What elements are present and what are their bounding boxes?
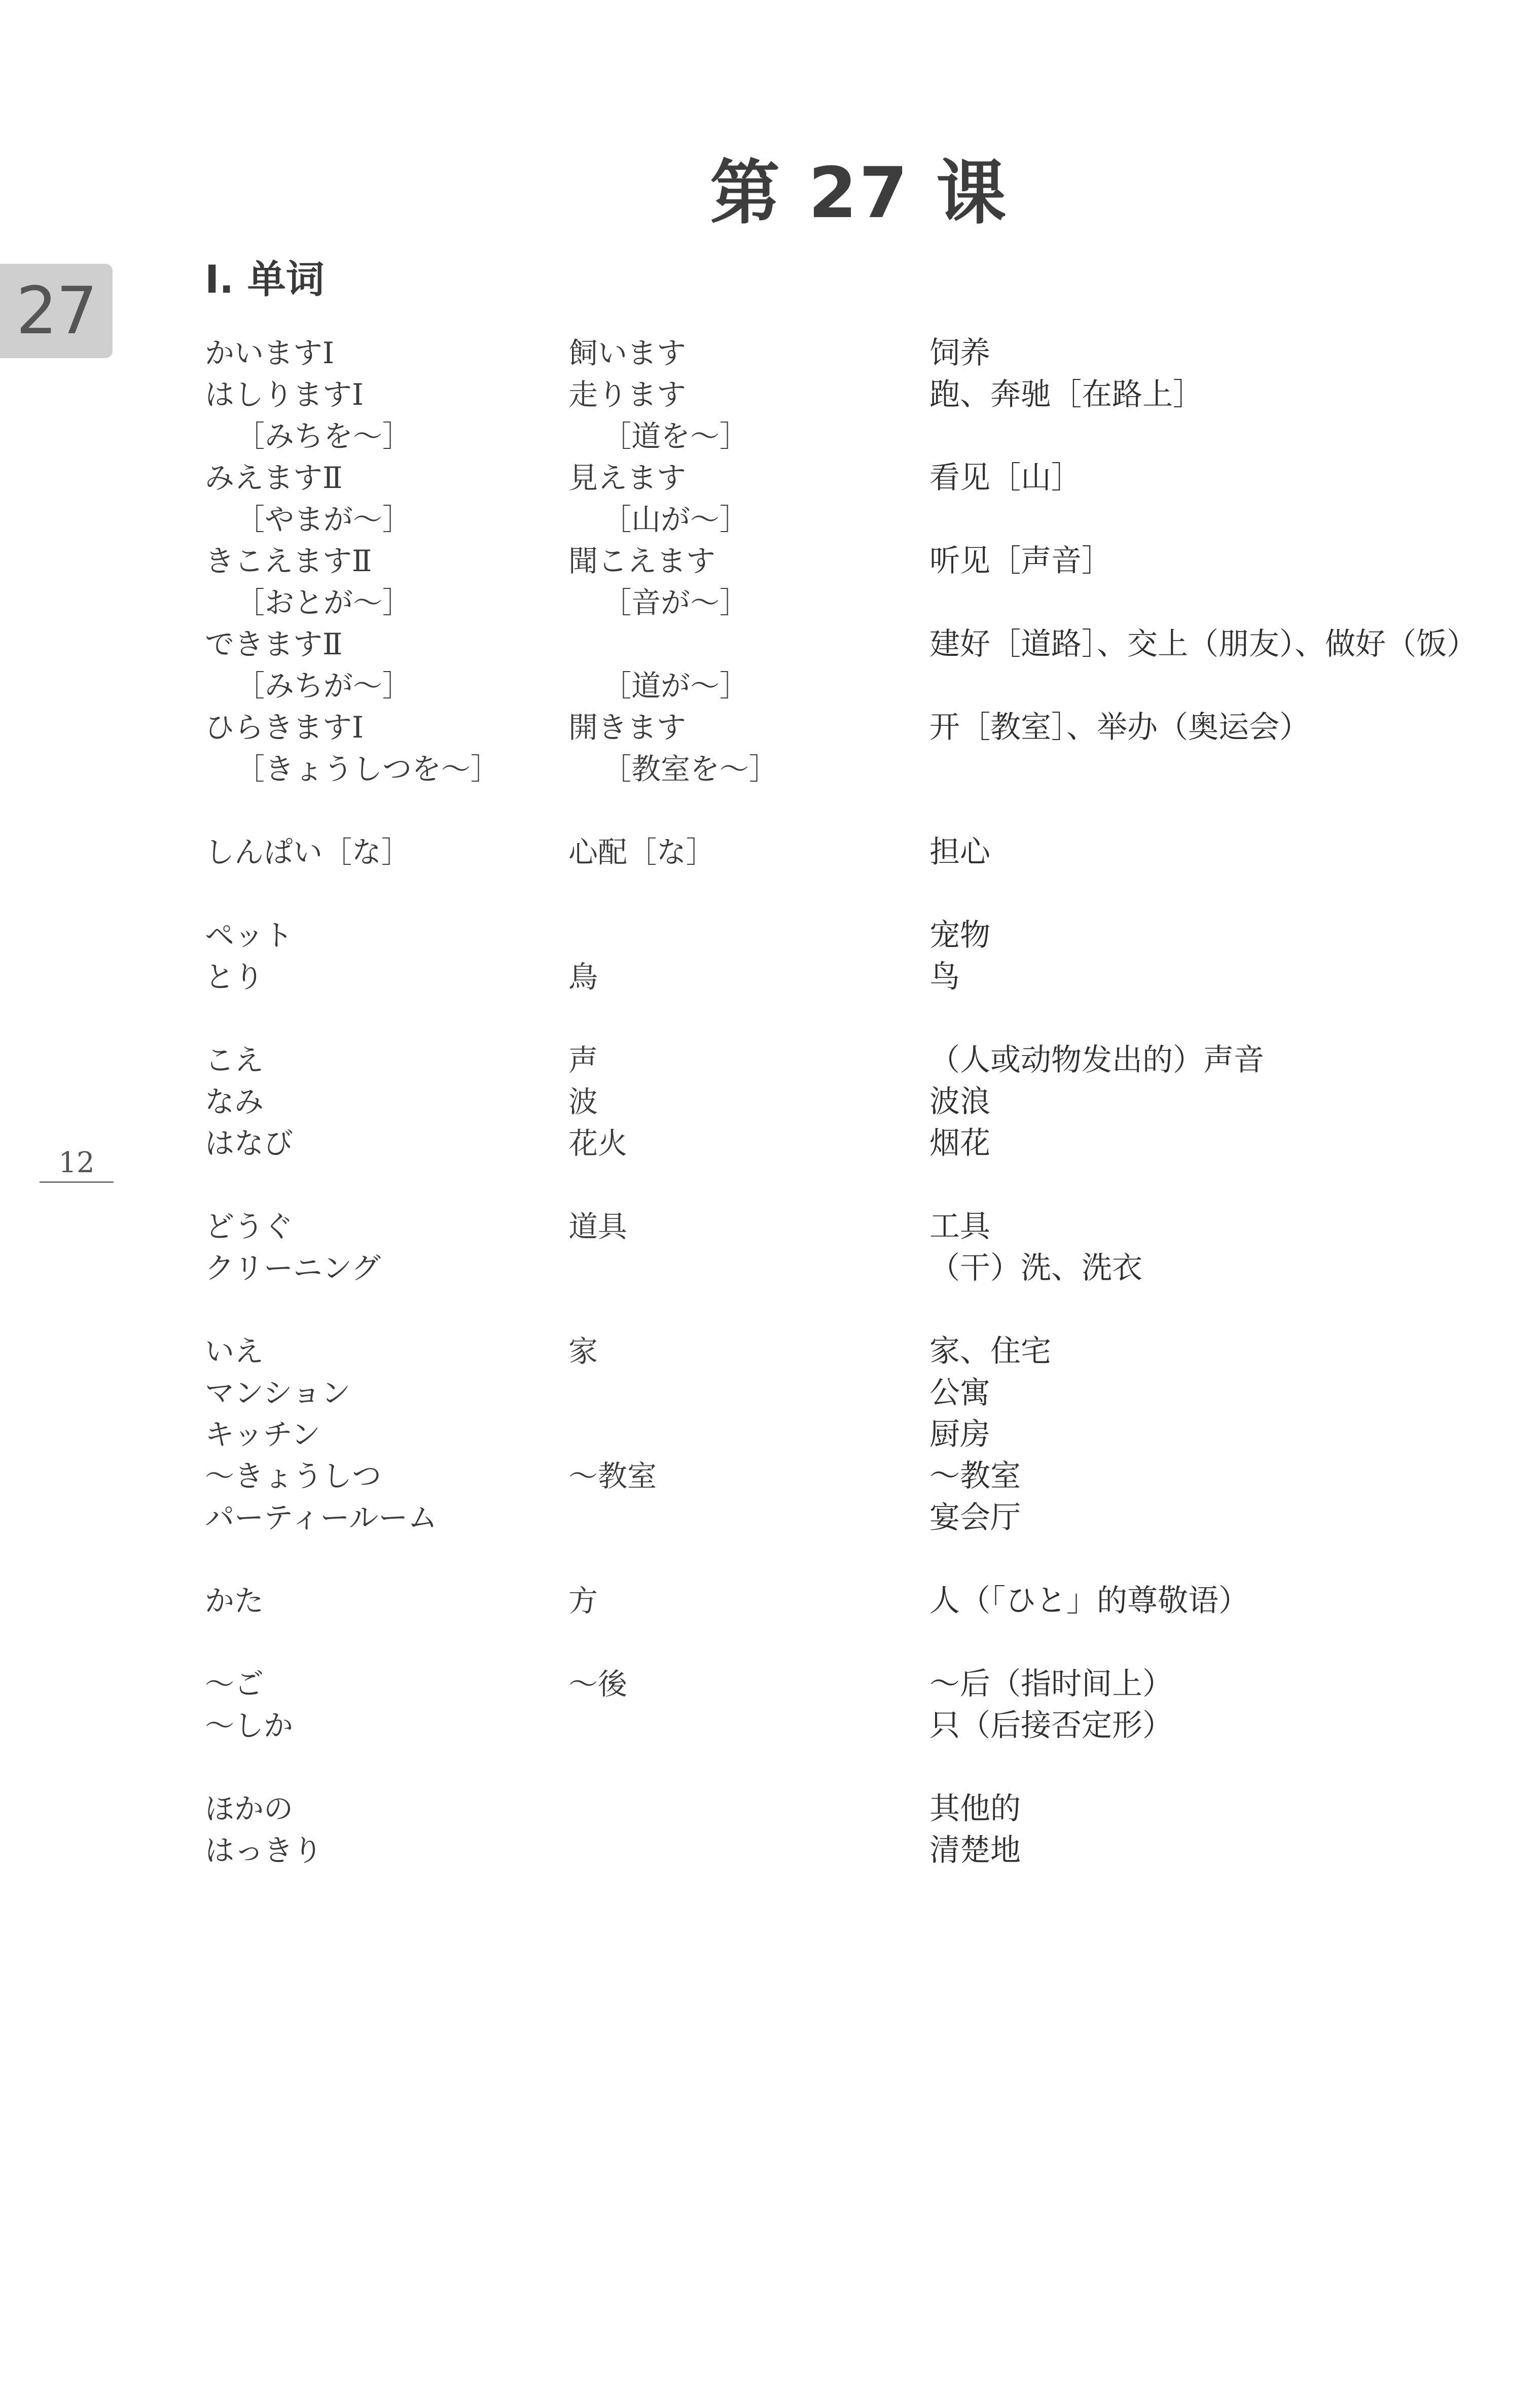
group-spacer (205, 1289, 1503, 1330)
group-spacer (205, 873, 1503, 915)
vocab-kanji: 方 (568, 1584, 598, 1618)
group-spacer (205, 1164, 1503, 1206)
vocab-row (205, 1788, 1503, 1830)
vocab-row (205, 1081, 1503, 1123)
vocab-kanji: ～後 (568, 1667, 628, 1701)
vocab-kana: キッチン (205, 1417, 320, 1452)
vocab-kana: かいますⅠ (205, 336, 334, 370)
vocab-kana: しんぱい［な］ (205, 835, 411, 869)
vocab-kana: こえ (205, 1043, 264, 1077)
vocab-kana: きこえますⅡ (205, 544, 372, 578)
vocab-row (205, 707, 1503, 748)
vocab-meaning: （干）洗、洗衣 (929, 1250, 1142, 1286)
page-number: 12 (40, 1146, 114, 1183)
vocab-row (205, 1705, 1503, 1746)
vocab-meaning: 跑、奔驰［在路上］ (929, 377, 1203, 412)
vocab-kana-usage: ［みちを～］ (235, 419, 412, 453)
vocab-meaning: ～教室 (929, 1458, 1021, 1494)
vocab-kana: どうぐ (205, 1209, 294, 1244)
vocab-kanji: 家 (568, 1334, 598, 1369)
vocab-meaning: 烟花 (929, 1126, 990, 1161)
vocab-kana: ～しか (205, 1708, 294, 1743)
vocab-meaning: 清楚地 (929, 1833, 1021, 1868)
vocab-row (205, 831, 1503, 873)
vocab-kanji: 声 (568, 1043, 598, 1077)
vocab-row (205, 748, 1503, 790)
vocab-meaning: 波浪 (929, 1084, 990, 1119)
vocab-meaning: 鸟 (929, 959, 960, 995)
vocab-meaning: 人（「ひと」的尊敬语） (929, 1583, 1249, 1619)
vocab-kana: はなび (205, 1126, 294, 1161)
vocab-row (205, 915, 1503, 956)
vocab-row (205, 1580, 1503, 1622)
vocab-meaning: （人或动物发出的）声音 (929, 1042, 1264, 1078)
vocab-row (205, 1123, 1503, 1164)
vocab-meaning: 看见［山］ (929, 460, 1082, 496)
group-spacer (205, 1538, 1503, 1580)
vocab-meaning: 宴会厅 (929, 1500, 1021, 1535)
vocab-row (205, 623, 1503, 665)
vocab-kanji: 道具 (568, 1209, 628, 1244)
group-spacer (205, 1746, 1503, 1788)
vocab-row (205, 415, 1503, 457)
vocab-meaning: 饲养 (929, 335, 990, 371)
vocab-kana-usage: ［きょうしつを～］ (235, 752, 500, 786)
vocab-kana: マンション (205, 1376, 351, 1410)
vocab-kana: とり (205, 960, 264, 994)
vocab-kana: クリーニング (205, 1251, 381, 1285)
vocab-kana: ひらきますⅠ (205, 710, 364, 745)
vocab-kanji: ～教室 (568, 1459, 657, 1493)
vocab-kanji-usage: ［道を～］ (602, 419, 749, 453)
vocab-meaning: 宠物 (929, 918, 990, 953)
vocab-kana: いえ (205, 1334, 264, 1369)
vocab-kana: ～ご (205, 1667, 264, 1701)
vocab-kana: なみ (205, 1084, 264, 1119)
vocab-kana-usage: ［みちが～］ (235, 669, 412, 703)
vocab-row (205, 1414, 1503, 1455)
lesson-number-tab: 27 (0, 264, 113, 358)
vocab-kanji: 波 (568, 1084, 598, 1119)
vocab-kana-usage: ［やまが～］ (235, 502, 412, 537)
vocab-row (205, 499, 1503, 540)
vocab-row (205, 1206, 1503, 1247)
vocab-kana: ～きょうしつ (205, 1459, 382, 1493)
vocab-row (205, 1663, 1503, 1705)
vocab-kanji-usage: ［音が～］ (602, 585, 749, 620)
vocab-kana-usage: ［おとが～］ (235, 585, 412, 620)
group-spacer (205, 998, 1503, 1039)
vocab-kanji-usage: ［山が～］ (602, 502, 749, 537)
vocab-meaning: 开［教室］、举办（奥运会） (929, 710, 1310, 745)
vocab-meaning: 担心 (929, 834, 990, 870)
vocab-row (205, 665, 1503, 707)
vocab-kana: はっきり (205, 1833, 323, 1868)
vocab-kanji: 聞こえます (568, 544, 716, 578)
vocab-meaning: 听见［声音］ (929, 543, 1112, 579)
vocab-kanji: 見えます (568, 461, 687, 495)
vocab-meaning: 厨房 (929, 1417, 990, 1452)
vocab-kanji: 走ります (568, 377, 687, 412)
vocab-row (205, 1039, 1503, 1081)
vocab-kana: パーティールーム (205, 1500, 438, 1535)
vocab-kana: みえますⅡ (205, 461, 343, 495)
vocab-kanji: 心配［な］ (568, 835, 716, 869)
vocab-meaning: 只（后接否定形） (929, 1708, 1173, 1743)
vocab-row (205, 332, 1503, 374)
vocab-row (205, 1330, 1503, 1372)
vocab-kanji-usage: ［教室を～］ (602, 752, 779, 786)
vocab-row (205, 1455, 1503, 1497)
vocab-kanji: 花火 (568, 1126, 628, 1161)
vocab-meaning: 工具 (929, 1209, 990, 1244)
vocab-kana: ほかの (205, 1792, 294, 1826)
lesson-title: 第 27 课 (710, 152, 1009, 234)
vocab-row (205, 374, 1503, 415)
vocab-meaning: 其他的 (929, 1791, 1021, 1827)
vocab-row (205, 956, 1503, 998)
vocab-kanji: 鳥 (568, 960, 598, 994)
vocab-row (205, 1372, 1503, 1414)
vocabulary-list (205, 332, 1503, 1871)
vocab-row (205, 1497, 1503, 1538)
vocab-meaning: 建好［道路］、交上（朋友）、做好（饭） (929, 626, 1477, 662)
vocab-row (205, 457, 1503, 499)
vocab-kana: ペット (205, 918, 294, 953)
vocab-meaning: ～后（指时间上） (929, 1666, 1173, 1702)
vocab-kana: はしりますⅠ (205, 377, 364, 412)
vocab-kanji: 飼います (568, 336, 687, 370)
vocab-row (205, 540, 1503, 582)
vocab-row (205, 1247, 1503, 1289)
group-spacer (205, 790, 1503, 831)
vocab-kana: かた (205, 1584, 264, 1618)
vocab-kana: できますⅡ (205, 627, 343, 661)
vocab-meaning: 公寓 (929, 1375, 990, 1411)
vocab-row (205, 582, 1503, 623)
section-title: I. 单词 (205, 257, 325, 302)
vocab-meaning: 家、住宅 (929, 1334, 1051, 1369)
vocab-kanji-usage: ［道が～］ (602, 669, 749, 703)
vocab-kanji: 開きます (568, 710, 687, 745)
vocab-row (205, 1830, 1503, 1871)
group-spacer (205, 1622, 1503, 1663)
